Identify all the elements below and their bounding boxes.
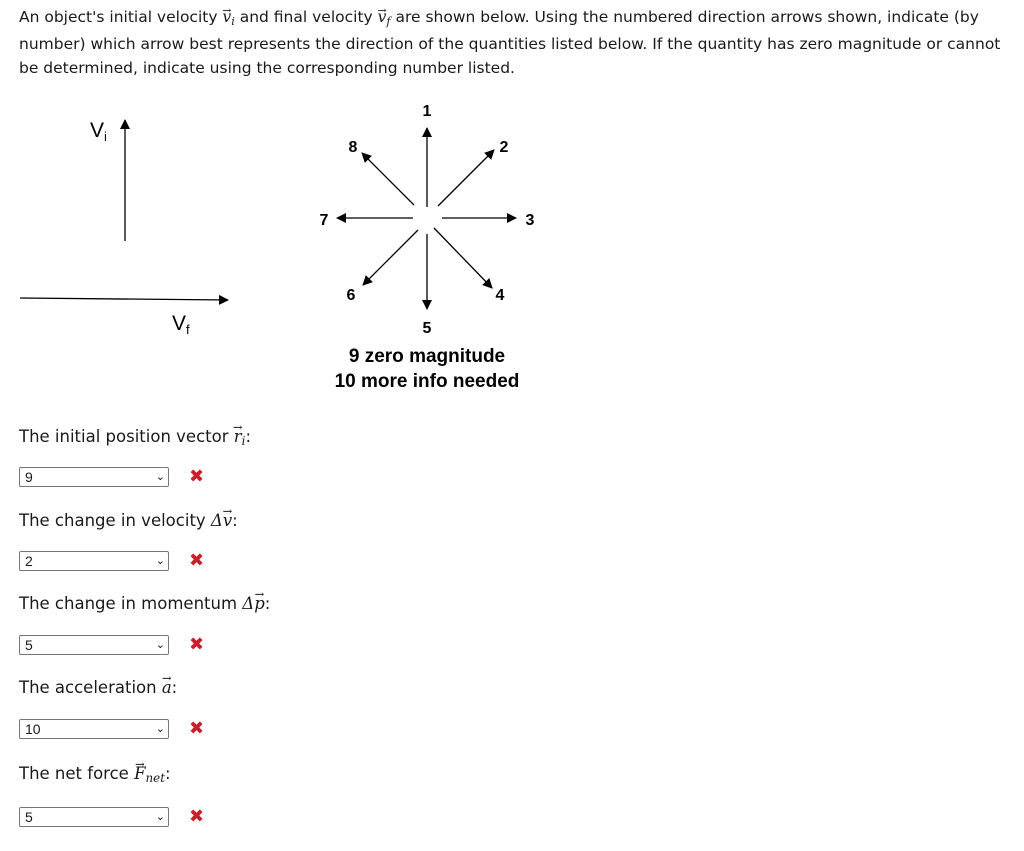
chevron-down-icon: ⌄ — [155, 722, 165, 735]
direction-label-2: 2 — [499, 139, 509, 156]
direction-label-3: 3 — [525, 212, 535, 229]
velocity-figure — [0, 95, 560, 395]
chevron-down-icon: ⌄ — [155, 638, 165, 651]
chevron-down-icon: ⌄ — [155, 470, 165, 483]
direction-arrow-4 — [434, 228, 492, 288]
final-velocity-label: Vf — [172, 312, 190, 337]
answer-row-net-force — [19, 807, 204, 827]
direction-label-8: 8 — [348, 139, 358, 156]
more-info-note: 10 more info needed — [334, 371, 520, 392]
answer-row-change-velocity — [19, 551, 204, 571]
answer-row-acceleration — [19, 719, 204, 739]
direction-arrow-6 — [363, 230, 418, 285]
answer-select-change-velocity[interactable]: 2 ⌄ — [19, 551, 169, 571]
answer-select-acceleration[interactable]: 10 ⌄ — [19, 719, 169, 739]
direction-label-1: 1 — [422, 103, 432, 120]
answer-row-change-momentum — [19, 635, 204, 655]
answer-select-change-momentum[interactable]: 5 ⌄ — [19, 635, 169, 655]
question-initial-position: The initial position vector → $r_i$: — [19, 427, 251, 448]
final-velocity-arrow — [20, 298, 228, 300]
question-change-momentum: The change in momentum Δ→ p: — [19, 594, 270, 613]
direction-label-5: 5 — [422, 320, 432, 337]
figure-svg — [0, 95, 560, 395]
question-change-velocity: The change in velocity Δ→ v: — [19, 511, 238, 530]
x-mark-icon: ✖ — [189, 806, 205, 827]
instructions: An object's initial velocity → $v_i$ and final velocity → $v_f$ are shown below. Using the numbered direction arrows shown, indicate (by number) which arrow best represents the direction of the quantities listed below. If the quantity has zero magnitude or cannot be determined, indicate using the corresponding number listed. — [19, 6, 1009, 80]
direction-label-4: 4 — [495, 287, 505, 304]
zero-magnitude-note: 9 zero magnitude — [348, 346, 506, 367]
initial-velocity-label: Vi — [90, 119, 107, 144]
x-mark-icon: ✖ — [189, 718, 205, 739]
answer-select-net-force[interactable]: 5 ⌄ — [19, 807, 169, 827]
answer-select-initial-position[interactable]: 9 ⌄ — [19, 467, 169, 487]
x-mark-icon: ✖ — [189, 634, 205, 655]
question-net-force: The net force → $F_{net}$: — [19, 764, 171, 785]
direction-label-6: 6 — [346, 287, 356, 304]
direction-arrows — [337, 128, 516, 309]
question-acceleration: The acceleration → a: — [19, 678, 177, 697]
direction-arrow-2 — [438, 150, 494, 206]
chevron-down-icon: ⌄ — [155, 810, 165, 823]
x-mark-icon: ✖ — [189, 550, 205, 571]
direction-label-7: 7 — [319, 212, 329, 229]
direction-arrow-8 — [362, 153, 414, 205]
x-mark-icon: ✖ — [189, 466, 205, 487]
answer-row-initial-position — [19, 467, 204, 487]
chevron-down-icon: ⌄ — [155, 554, 165, 567]
